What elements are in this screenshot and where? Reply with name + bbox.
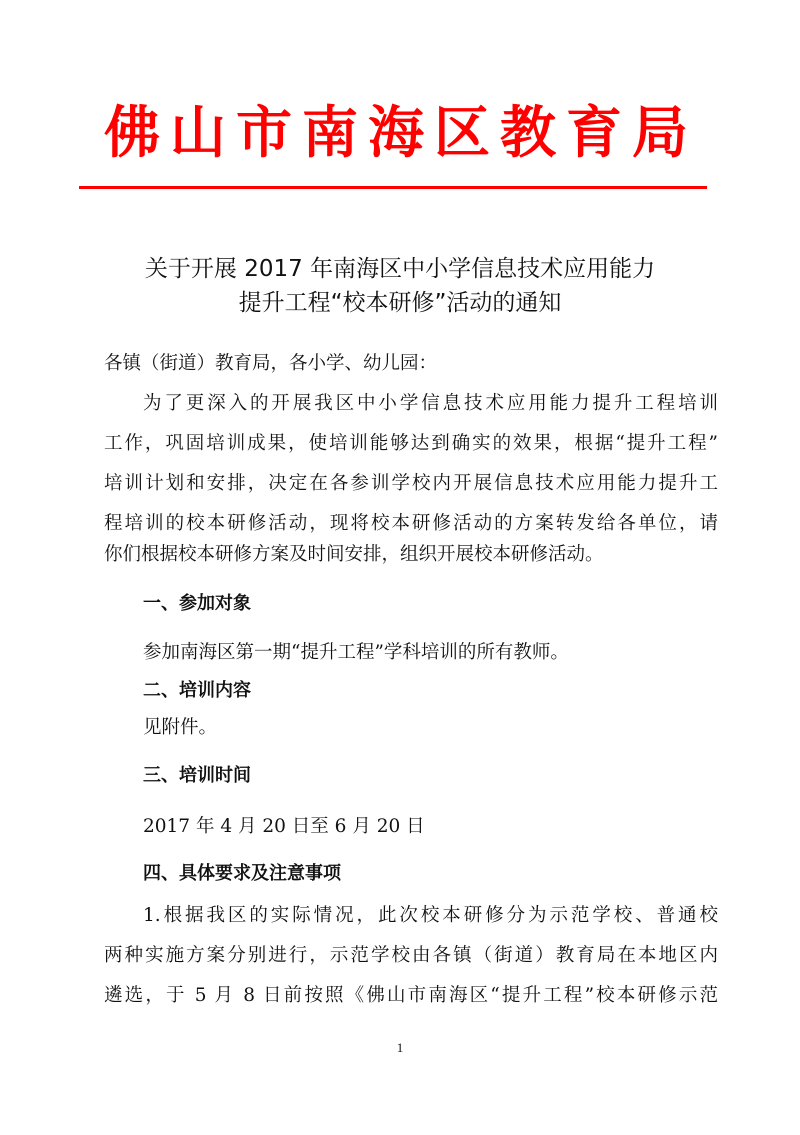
requirements-line-3: 遴选，于 5 月 8 日前按照《佛山市南海区“提升工程”校本研修示范: [104, 985, 718, 1006]
document-title-line-2: 提升工程“校本研修”活动的通知: [238, 290, 562, 316]
letterhead-char: 区: [434, 100, 490, 166]
section-body-time: 2017 年 4 月 20 日至 6 月 20 日: [143, 816, 425, 837]
salutation: 各镇（街道）教育局，各小学、幼儿园：: [104, 353, 438, 374]
letterhead-char: 教: [500, 100, 556, 166]
intro-line-5: 你们根据校本研修方案及时间安排，组织开展校本研修活动。: [104, 544, 604, 565]
letterhead-char: 海: [368, 100, 424, 166]
letterhead-red-rule: [79, 186, 707, 189]
intro-line-2: 工作，巩固培训成果，使培训能够达到确实的效果，根据“提升工程”: [104, 433, 718, 454]
document-title-line-1: 关于开展 2017 年南海区中小学信息技术应用能力: [144, 256, 656, 282]
letterhead-char: 南: [302, 100, 358, 166]
requirements-line-2: 两种实施方案分别进行，示范学校由各镇（街道）教育局在本地区内: [104, 945, 718, 966]
intro-line-1: 为了更深入的开展我区中小学信息技术应用能力提升工程培训: [143, 393, 718, 414]
section-heading-time: 三、培训时间: [143, 765, 251, 786]
letterhead-char: 山: [170, 100, 226, 166]
letterhead-char: 市: [236, 100, 292, 166]
letterhead-org-name: [104, 98, 688, 168]
letterhead-char: 育: [566, 100, 622, 166]
intro-line-4: 程培训的校本研修活动，现将校本研修活动的方案转发给各单位，请: [104, 513, 718, 534]
page-number: 1: [396, 1040, 404, 1055]
section-body-content: 见附件。: [143, 717, 218, 738]
letterhead-char: 局: [632, 100, 688, 166]
intro-line-3: 培训计划和安排，决定在各参训学校内开展信息技术应用能力提升工: [104, 473, 718, 494]
requirements-line-1: 1.根据我区的实际情况，此次校本研修分为示范学校、普通校: [143, 905, 718, 926]
section-heading-requirements: 四、具体要求及注意事项: [143, 863, 341, 884]
letterhead-char: 佛: [104, 100, 160, 166]
section-heading-participants: 一、参加对象: [143, 593, 251, 614]
section-heading-content: 二、培训内容: [143, 680, 251, 701]
section-body-participants: 参加南海区第一期“提升工程”学科培训的所有教师。: [143, 642, 569, 663]
